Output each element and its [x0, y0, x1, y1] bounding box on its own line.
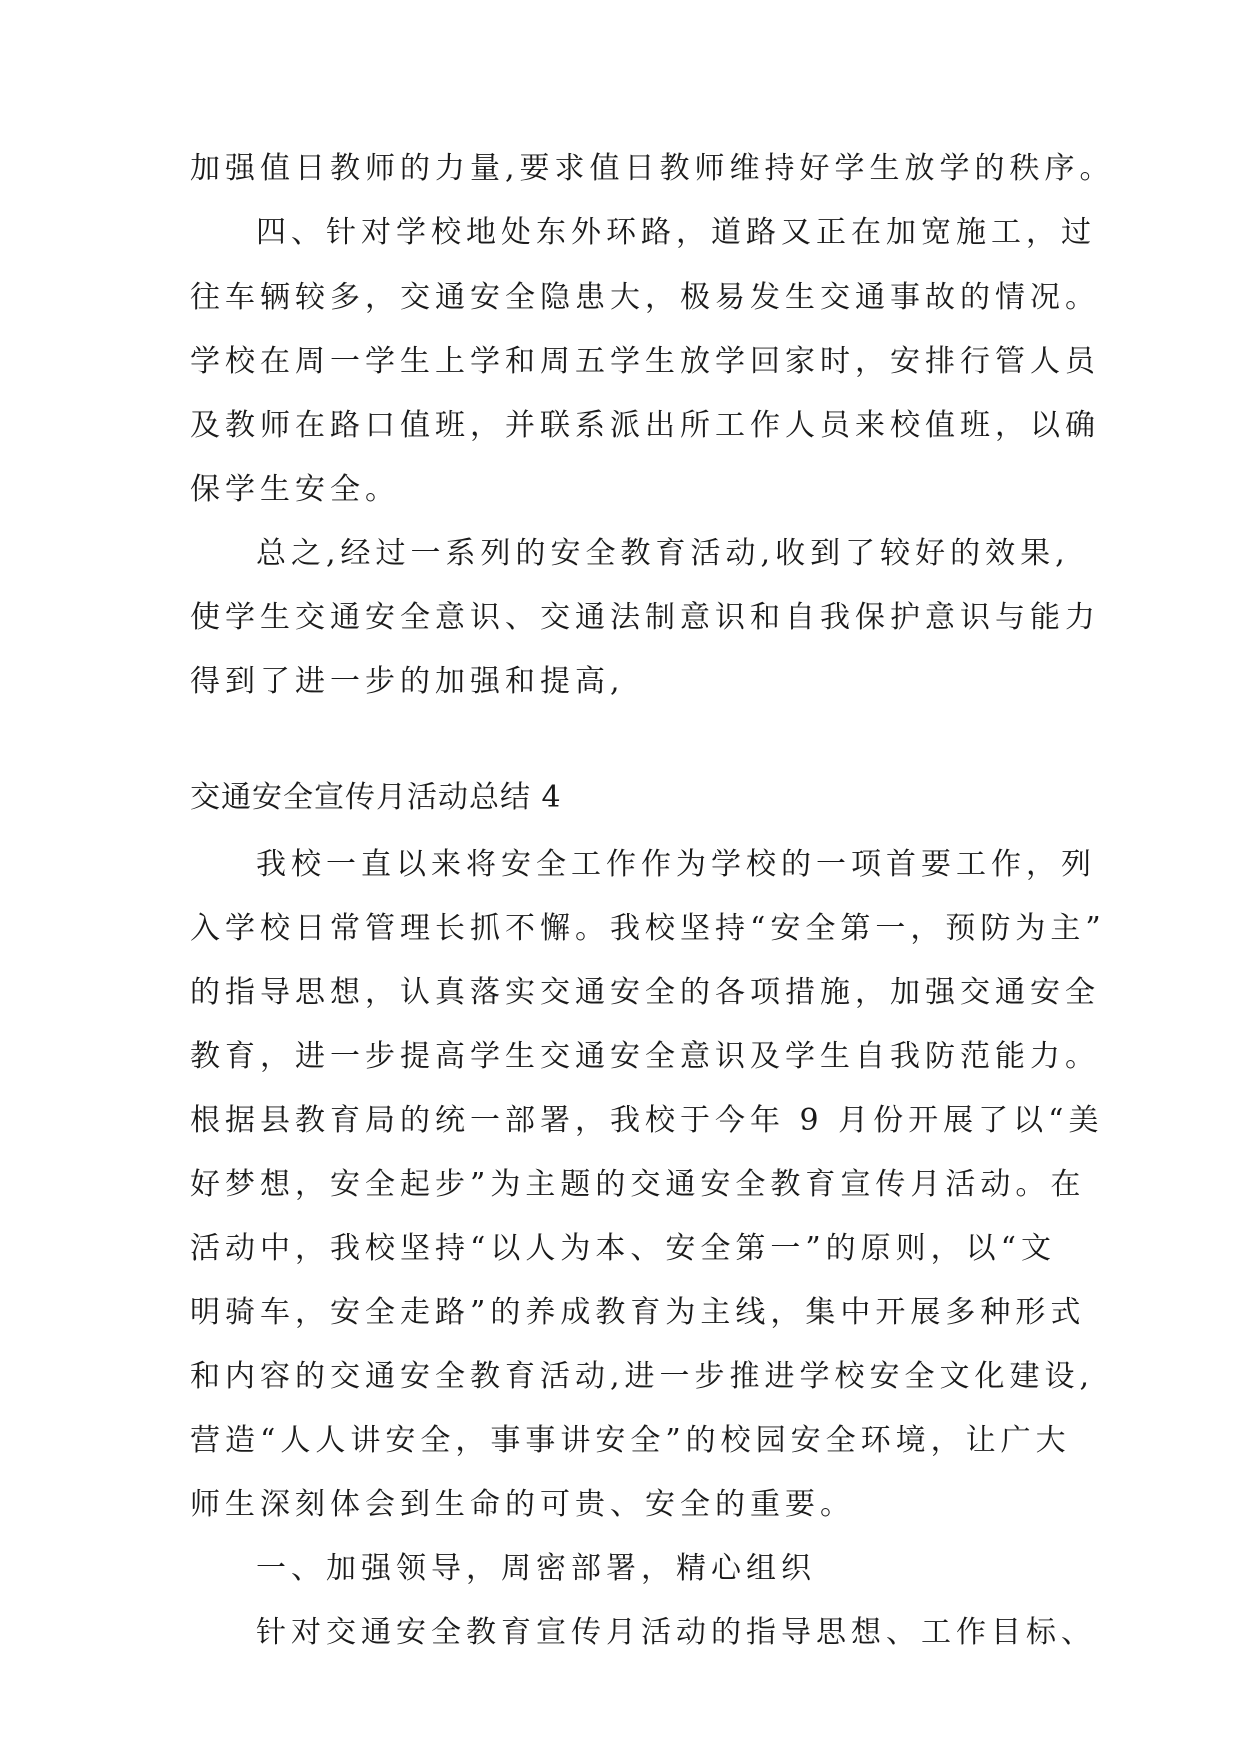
section-heading: 交通安全宣传月活动总结 4	[190, 780, 562, 815]
text-line: 根据县教育局的统一部署，我校于今年 9 月份开展了以“美	[190, 1103, 1104, 1138]
text-line: 的指导思想，认真落实交通安全的各项措施，加强交通安全	[190, 975, 1100, 1010]
text-line: 和内容的交通安全教育活动,进一步推进学校安全文化建设,	[190, 1359, 1095, 1394]
text-line: 及教师在路口值班，并联系派出所工作人员来校值班，以确	[190, 408, 1100, 443]
text-line: 保学生安全。	[190, 472, 400, 507]
text-line: 总之,经过一系列的安全教育活动,收到了较好的效果,	[256, 536, 1070, 571]
text-line: 四、针对学校地处东外环路，道路又正在加宽施工，过	[256, 215, 1096, 250]
text-line: 加强值日教师的力量,要求值日教师维持好学生放学的秩序。	[190, 151, 1115, 186]
text-line: 教育，进一步提高学生交通安全意识及学生自我防范能力。	[190, 1039, 1100, 1074]
text-line: 针对交通安全教育宣传月活动的指导思想、工作目标、	[256, 1615, 1096, 1650]
text-line: 好梦想，安全起步”为主题的交通安全教育宣传月活动。在	[190, 1167, 1086, 1202]
text-line: 使学生交通安全意识、交通法制意识和自我保护意识与能力	[190, 600, 1100, 635]
text-line: 师生深刻体会到生命的可贵、安全的重要。	[190, 1487, 855, 1522]
text-line: 得到了进一步的加强和提高,	[190, 664, 625, 699]
text-line: 我校一直以来将安全工作作为学校的一项首要工作，列	[256, 847, 1096, 882]
text-line: 往车辆较多，交通安全隐患大，极易发生交通事故的情况。	[190, 280, 1100, 315]
text-line: 明骑车，安全走路”的养成教育为主线，集中开展多种形式	[190, 1295, 1086, 1330]
text-line: 营造“人人讲安全，事事讲安全”的校园安全环境，让广大	[190, 1423, 1071, 1458]
text-line: 活动中，我校坚持“以人为本、安全第一”的原则，以“文	[190, 1231, 1057, 1266]
text-line: 一、加强领导，周密部署，精心组织	[256, 1551, 816, 1586]
text-line: 入学校日常管理长抓不懈。我校坚持“安全第一，预防为主”	[190, 911, 1106, 946]
text-line: 学校在周一学生上学和周五学生放学回家时，安排行管人员	[190, 344, 1100, 379]
